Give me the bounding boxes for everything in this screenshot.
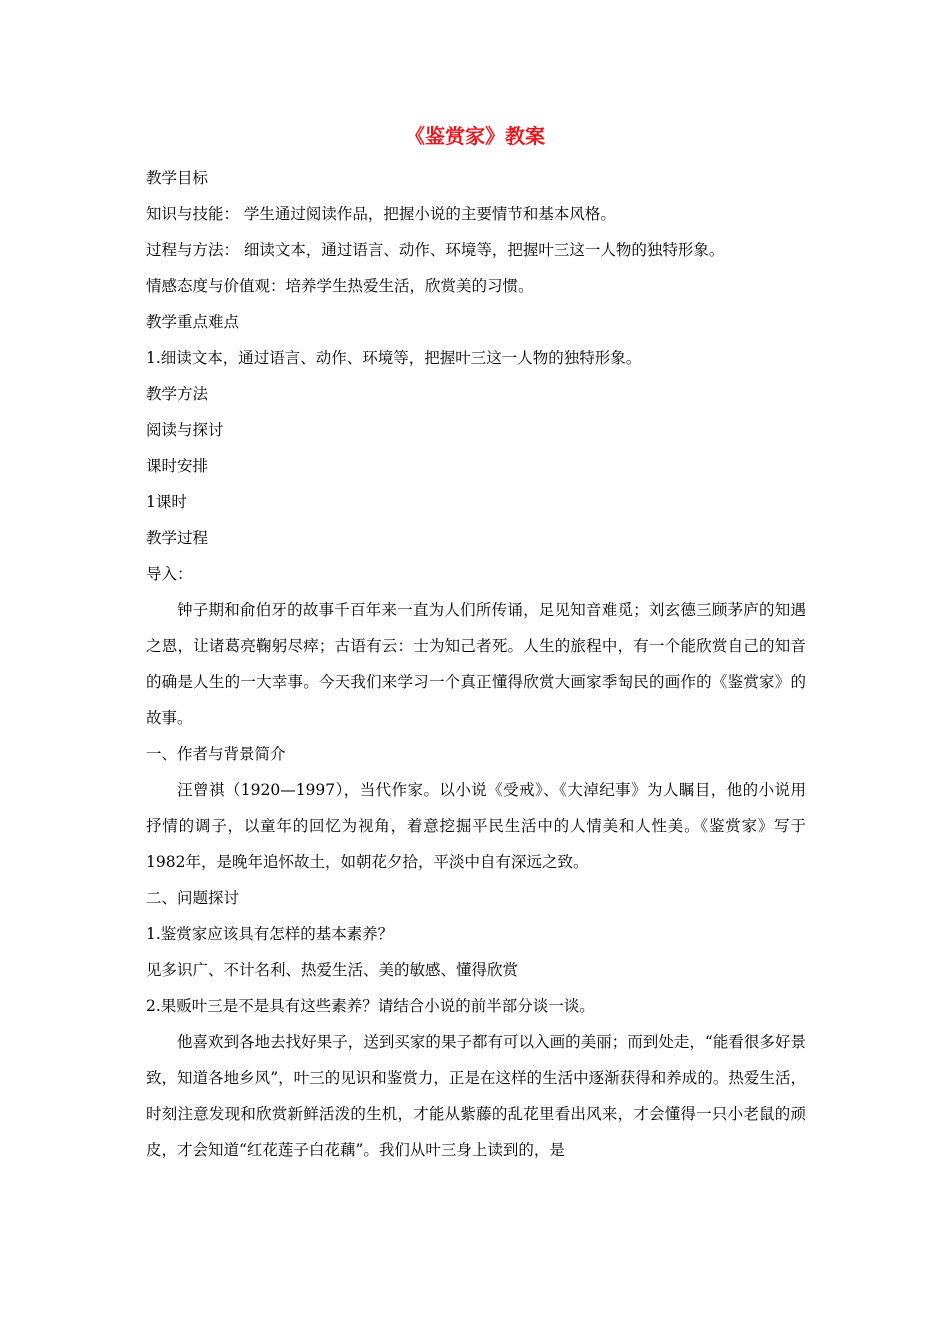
intro-paragraph: 钟子期和俞伯牙的故事千百年来一直为人们所传诵，足见知音难觅；刘玄德三顾茅庐的知遇之恩，让诸葛亮鞠躬尽瘁；古语有云：士为知己者死。人生的旅程中，有一个能欣赏自己的知音的确是人生的一大幸事。今天我们来学习一个真正懂得欣赏大画家季匋民的画作的《鉴赏家》的故事。 (146, 601, 806, 727)
author-paragraph: 汪曾祺（1920—1997），当代作家。以小说《受戒》、《大淖纪事》为人瞩目，他的小说用抒情的调子，以童年的回忆为视角，着意挖掘平民生活中的人情美和人性美。《鉴赏家》写于1982年，是晚年追怀故土，如朝花夕拾，平淡中自有深远之致。 (146, 781, 806, 871)
section-questions-heading: 二、问题探讨 (146, 889, 240, 907)
question-1: 1.鉴赏家应该具有怎样的基本素养？ (146, 925, 394, 943)
heading-schedule: 课时安排 (146, 457, 209, 475)
answer-2-paragraph: 他喜欢到各地去找好果子，送到买家的果子都有可以入画的美丽；而到处走，“能看很多好景致，知道各地乡风”，叶三的见识和鉴赏力，正是在这样的生活中逐渐获得和养成的。热爱生活，时刻注意发现和欣赏新鲜活泼的生机，才能从紫藤的乱花里看出风来，才会懂得一只小老鼠的顽皮，才会知道“红花莲子白花藕”。我们从叶三身上读到的，是 (146, 1033, 806, 1159)
document-title: 《鉴赏家》教案 (405, 124, 545, 148)
goal-emotion-values: 情感态度与价值观：培养学生热爱生活，欣赏美的习惯。 (146, 277, 534, 295)
heading-teaching-goals: 教学目标 (146, 169, 209, 187)
section-author-background-heading: 一、作者与背景简介 (146, 745, 286, 763)
goal-knowledge-skills: 知识与技能： 学生通过阅读作品，把握小说的主要情节和基本风格。 (146, 205, 616, 223)
goal-process-methods: 过程与方法： 细读文本，通过语言、动作、环境等，把握叶三这一人物的独特形象。 (146, 241, 725, 259)
heading-introduction: 导入： (146, 565, 193, 583)
heading-teaching-process: 教学过程 (146, 529, 209, 547)
heading-teaching-methods: 教学方法 (146, 385, 209, 403)
schedule-text: 1课时 (146, 493, 187, 511)
question-2: 2.果贩叶三是不是具有这些素养？请结合小说的前半部分谈一谈。 (146, 997, 595, 1015)
heading-key-difficulties: 教学重点难点 (146, 313, 240, 331)
teaching-method-text: 阅读与探讨 (146, 421, 224, 439)
document-body (146, 160, 806, 1168)
key-point-1: 1.细读文本，通过语言、动作、环境等，把握叶三这一人物的独特形象。 (146, 349, 642, 367)
answer-1: 见多识广、不计名利、热爱生活、美的敏感、懂得欣赏 (146, 961, 519, 979)
